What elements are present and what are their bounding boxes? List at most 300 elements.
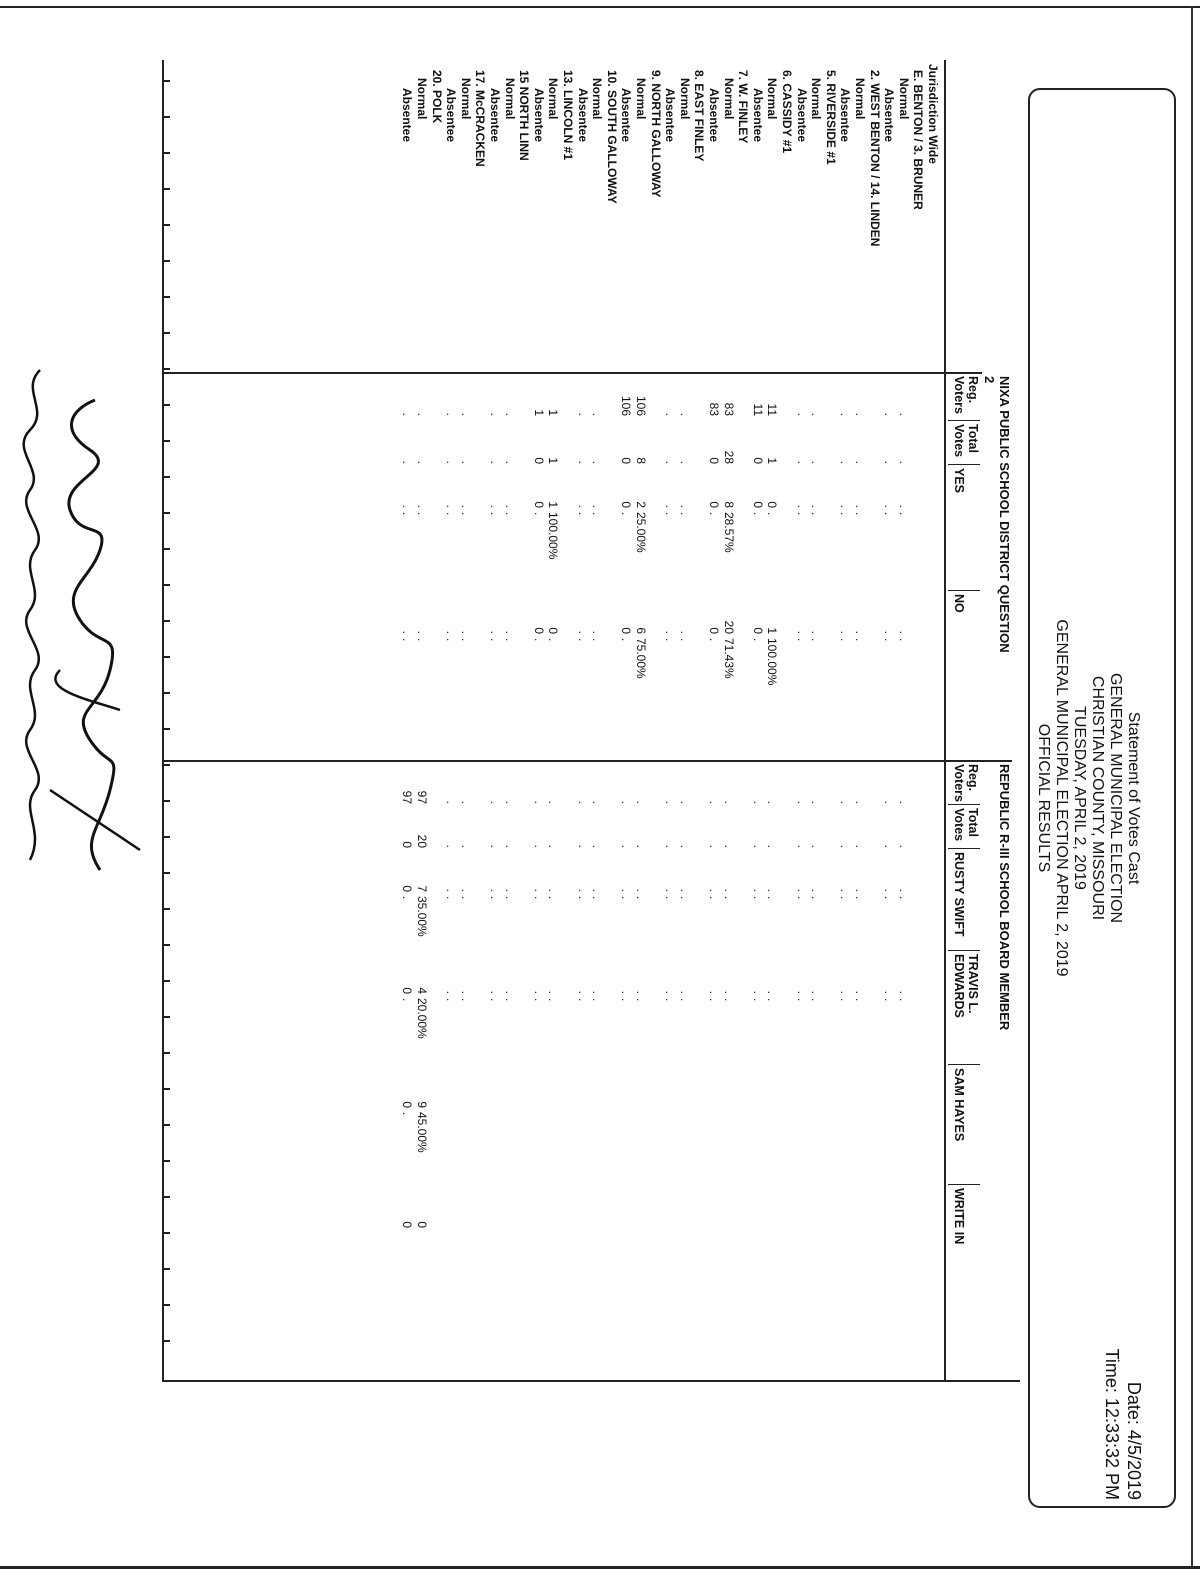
nixa-cell: . xyxy=(502,504,517,508)
nixa-cell: . xyxy=(809,638,824,642)
republic-cell: . xyxy=(882,888,897,892)
republic-cell: . xyxy=(707,800,721,804)
page-top-edge xyxy=(0,6,1200,8)
republic-cell: . xyxy=(575,888,590,892)
table-row xyxy=(838,60,852,1540)
nixa-cell: . xyxy=(707,638,721,642)
nixa-cell: 100.00% xyxy=(546,512,561,560)
republic-cell: . xyxy=(488,844,502,848)
republic-cell: . xyxy=(896,990,911,994)
table-row xyxy=(576,60,590,1540)
nixa-cell: . xyxy=(882,512,897,516)
nixa-cell: 6 xyxy=(634,627,648,634)
republic-cell: . xyxy=(750,896,765,900)
nixa-cell: 0 xyxy=(531,627,546,634)
republic-cell: . xyxy=(750,844,765,848)
nixa-cell: 8 xyxy=(721,501,736,508)
republic-cell: . xyxy=(502,800,517,804)
results-status: OFFICIAL RESULTS xyxy=(1035,723,1052,873)
footer-tick xyxy=(162,908,170,910)
edwards-first-line: TRAVIS L. xyxy=(966,954,980,1014)
jurisdiction-label: 2. WEST BENTON / 14. LINDEN xyxy=(867,70,882,247)
republic-cell: . xyxy=(546,990,561,994)
column-separator xyxy=(948,1184,980,1185)
republic-cell: . xyxy=(838,888,853,892)
nixa-cell: . xyxy=(488,512,502,516)
republic-cell: . xyxy=(663,990,678,994)
statement-sheet xyxy=(130,60,1180,1540)
report-title: Statement of Votes Cast xyxy=(1125,711,1142,885)
nixa-cell: 106 xyxy=(634,395,648,416)
jurisdiction-label: Jurisdiction Wide xyxy=(926,64,940,164)
republic-cell: . xyxy=(590,998,605,1002)
republic-cell: . xyxy=(590,896,605,900)
republic-cell: . xyxy=(619,998,634,1002)
nixa-cell: . xyxy=(531,512,546,516)
nixa-cell: . xyxy=(882,504,897,508)
jurisdiction-label: Absentee xyxy=(750,88,765,143)
republic-cell: . xyxy=(677,990,692,994)
nixa-cell: 20 xyxy=(721,620,736,634)
nixa-cell: . xyxy=(853,504,867,508)
nixa-cell: . xyxy=(575,630,590,634)
nixa-cell: 0 xyxy=(619,457,634,464)
republic-cell: . xyxy=(853,990,867,994)
republic-cell: 97 xyxy=(415,790,429,804)
nixa-cell: 106 xyxy=(619,395,634,416)
republic-cell: . xyxy=(458,888,473,892)
jurisdiction-label: Normal xyxy=(502,78,517,120)
republic-cell: 9 xyxy=(415,1101,429,1108)
republic-cell: . xyxy=(546,896,561,900)
republic-reg-voters-header xyxy=(952,764,980,802)
page-right-edge xyxy=(1191,6,1193,1568)
nixa-cell: . xyxy=(750,638,765,642)
nixa-cell: . xyxy=(707,512,721,516)
nixa-cell: . xyxy=(838,630,853,634)
republic-cell: . xyxy=(502,888,517,892)
jurisdiction-label: Normal xyxy=(590,78,605,120)
table-row xyxy=(400,60,414,1540)
nixa-cell: . xyxy=(590,512,605,516)
republic-cell: . xyxy=(677,844,692,848)
nixa-cell: . xyxy=(590,412,605,416)
nixa-cell: 28.57% xyxy=(721,512,736,553)
jurisdiction-label: Absentee xyxy=(882,88,897,143)
nixa-cell: . xyxy=(809,630,824,634)
republic-cell: 7 xyxy=(415,885,429,892)
nixa-cell: . xyxy=(677,504,692,508)
nixa-reg-voters-header xyxy=(952,376,980,414)
writein-header: WRITE IN xyxy=(952,1188,966,1245)
republic-cell: . xyxy=(575,990,590,994)
jurisdiction-label: 10. SOUTH GALLOWAY xyxy=(604,70,619,204)
republic-cell: . xyxy=(663,844,678,848)
nixa-cell: . xyxy=(838,460,853,464)
footer-tick xyxy=(162,1304,170,1306)
republic-cell: . xyxy=(794,844,809,848)
republic-cell: . xyxy=(531,800,546,804)
nixa-cell: . xyxy=(590,460,605,464)
jurisdiction-label: 20. POLK xyxy=(429,70,444,124)
republic-cell: . xyxy=(765,800,780,804)
nixa-cell: . xyxy=(882,460,897,464)
republic-cell: . xyxy=(853,800,867,804)
nixa-cell: . xyxy=(838,638,853,642)
nixa-cell: . xyxy=(502,630,517,634)
republic-cell: . xyxy=(765,998,780,1002)
nixa-cell: . xyxy=(677,630,692,634)
nixa-cell: 0 xyxy=(765,501,780,508)
footer-tick xyxy=(162,404,170,406)
republic-cell: . xyxy=(896,896,911,900)
republic-cell: . xyxy=(575,844,590,848)
republic-cell: . xyxy=(458,990,473,994)
nixa-cell: . xyxy=(415,638,429,642)
table-row xyxy=(736,60,750,1540)
republic-cell: . xyxy=(853,896,867,900)
republic-cell: . xyxy=(750,990,765,994)
republic-cell: . xyxy=(765,896,780,900)
nixa-cell: 83 xyxy=(721,402,736,416)
footer-tick xyxy=(162,1340,170,1342)
jurisdiction-label: 13. LINCOLN #1 xyxy=(561,70,575,161)
republic-cell: . xyxy=(838,990,853,994)
republic-cell: . xyxy=(882,844,897,848)
republic-cell: . xyxy=(619,990,634,994)
report-time: Time: 12:33:32 PM xyxy=(1102,1348,1122,1500)
republic-cell: . xyxy=(663,888,678,892)
republic-cell: . xyxy=(677,800,692,804)
nixa-cell: . xyxy=(502,412,517,416)
header-box xyxy=(1028,88,1176,1508)
nixa-cell: . xyxy=(882,412,897,416)
nixa-cell: . xyxy=(488,630,502,634)
footer-tick xyxy=(162,548,170,550)
republic-cell: . xyxy=(502,998,517,1002)
table-row xyxy=(926,60,940,1540)
republic-cell: . xyxy=(546,998,561,1002)
nixa-cell: . xyxy=(838,512,853,516)
jurisdiction-label: Absentee xyxy=(663,88,678,143)
republic-cell: . xyxy=(838,998,853,1002)
nixa-voters-label: Voters xyxy=(952,376,966,414)
republic-cell: . xyxy=(488,888,502,892)
nixa-cell: . xyxy=(853,512,867,516)
jurisdiction-label: Absentee xyxy=(531,88,546,143)
republic-cell: 20.00% xyxy=(415,998,429,1039)
nixa-cell: . xyxy=(590,630,605,634)
republic-cell: . xyxy=(853,888,867,892)
republic-cell: . xyxy=(896,998,911,1002)
republic-cell: . xyxy=(838,896,853,900)
jurisdiction-label: 15 NORTH LINN xyxy=(517,70,532,161)
republic-cell: . xyxy=(634,990,648,994)
republic-cell: . xyxy=(502,990,517,994)
nixa-cell: . xyxy=(677,638,692,642)
nixa-cell: . xyxy=(444,412,459,416)
nixa-cell: . xyxy=(838,412,853,416)
nixa-cell: . xyxy=(575,460,590,464)
republic-cell: . xyxy=(809,800,824,804)
republic-cell: . xyxy=(575,800,590,804)
nixa-cell: . xyxy=(765,512,780,516)
table-row xyxy=(459,60,473,1540)
nixa-cell: . xyxy=(444,512,459,516)
republic-cell: . xyxy=(444,998,459,1002)
footer-tick xyxy=(162,1232,170,1234)
republic-cell: . xyxy=(458,800,473,804)
footer-tick xyxy=(162,512,170,514)
republic-cell: 20 xyxy=(415,834,429,848)
jurisdiction-label: Normal xyxy=(765,78,780,120)
republic-cell: . xyxy=(619,800,634,804)
nixa-cell: . xyxy=(575,512,590,516)
republic-cell: . xyxy=(750,800,765,804)
header-rule xyxy=(944,60,946,1380)
jurisdiction-label: Absentee xyxy=(488,88,502,143)
table-row xyxy=(809,60,823,1540)
republic-votes-label: Votes xyxy=(952,808,966,842)
nixa-cell: 71.43% xyxy=(721,638,736,679)
republic-cell: . xyxy=(634,800,648,804)
republic-cell: . xyxy=(707,896,721,900)
nixa-cell: . xyxy=(809,412,824,416)
county-name: CHRISTIAN COUNTY, MISSOURI xyxy=(1089,675,1106,921)
republic-cell: . xyxy=(531,990,546,994)
footer-tick xyxy=(162,1196,170,1198)
nixa-cell: . xyxy=(415,630,429,634)
republic-cell: . xyxy=(721,990,736,994)
republic-cell: 4 xyxy=(415,987,429,994)
nixa-cell: . xyxy=(663,504,678,508)
jurisdiction-label: Normal xyxy=(415,78,429,120)
table-row xyxy=(430,60,444,1540)
table-row xyxy=(780,60,794,1540)
republic-cell: . xyxy=(721,844,736,848)
republic-cell: . xyxy=(677,896,692,900)
nixa-cell: . xyxy=(619,512,634,516)
jurisdiction-label: Normal xyxy=(809,78,824,120)
republic-cell: . xyxy=(400,896,415,900)
republic-cell: . xyxy=(853,998,867,1002)
republic-cell: . xyxy=(721,896,736,900)
footer-tick xyxy=(162,116,170,118)
nixa-cell: . xyxy=(896,512,911,516)
nixa-cell: . xyxy=(531,638,546,642)
footer-tick xyxy=(162,620,170,622)
nixa-cell: . xyxy=(750,512,765,516)
republic-cell: . xyxy=(896,888,911,892)
jurisdiction-label: Normal xyxy=(546,78,561,120)
nixa-cell: 0 xyxy=(707,627,721,634)
nixa-cell: 1 xyxy=(765,627,780,634)
republic-cell: . xyxy=(619,844,634,848)
election-date: TUESDAY, APRIL 2, 2019 xyxy=(1071,706,1088,890)
republic-cell: . xyxy=(765,844,780,848)
republic-cell: . xyxy=(707,844,721,848)
republic-cell: . xyxy=(458,998,473,1002)
footer-tick xyxy=(162,836,170,838)
nixa-reg-label: Reg. xyxy=(966,376,980,404)
republic-cell: . xyxy=(882,990,897,994)
nixa-cell: 1 xyxy=(765,457,780,464)
nixa-cell: . xyxy=(488,460,502,464)
nixa-cell: 1 xyxy=(546,457,561,464)
election-subtitle: GENERAL MUNICIPAL ELECTION APRIL 2, 2019 xyxy=(1053,619,1070,977)
nixa-cell: . xyxy=(794,460,809,464)
republic-cell: . xyxy=(488,896,502,900)
republic-cell: 97 xyxy=(400,790,415,804)
table-row xyxy=(853,60,867,1540)
republic-cell: . xyxy=(896,844,911,848)
nixa-cell: . xyxy=(677,460,692,464)
nixa-cell: . xyxy=(896,460,911,464)
table-row xyxy=(678,60,692,1540)
footer-tick xyxy=(162,764,170,766)
jurisdiction-label: 17. McCRACKEN xyxy=(473,70,488,167)
republic-cell: . xyxy=(896,800,911,804)
column-separator xyxy=(948,420,980,421)
table-row xyxy=(897,60,911,1540)
nixa-cell: . xyxy=(502,460,517,464)
table-row xyxy=(532,60,546,1540)
footer-tick xyxy=(162,584,170,586)
republic-cell: . xyxy=(721,888,736,892)
footer-tick xyxy=(162,152,170,154)
republic-cell: . xyxy=(707,990,721,994)
hayes-header: SAM HAYES xyxy=(952,1068,966,1142)
republic-cell: . xyxy=(794,998,809,1002)
republic-cell: . xyxy=(444,800,459,804)
footer-tick xyxy=(162,1016,170,1018)
footer-tick xyxy=(162,440,170,442)
footer-rule xyxy=(162,60,164,1380)
republic-cell: . xyxy=(663,896,678,900)
republic-cell: . xyxy=(590,888,605,892)
jurisdiction-label: Normal xyxy=(721,78,736,120)
column-separator xyxy=(948,590,980,591)
election-name: GENERAL MUNICIPAL ELECTION xyxy=(1107,672,1124,924)
nixa-cell: . xyxy=(853,460,867,464)
table-row xyxy=(605,60,619,1540)
table-row xyxy=(590,60,604,1540)
republic-cell: . xyxy=(502,896,517,900)
republic-cell: . xyxy=(531,998,546,1002)
republic-cell: . xyxy=(765,888,780,892)
republic-cell: . xyxy=(794,990,809,994)
nixa-cell: . xyxy=(794,512,809,516)
nixa-cell: . xyxy=(853,630,867,634)
jurisdiction-label: Normal xyxy=(634,78,648,120)
nixa-cell: 2 xyxy=(634,501,648,508)
footer-tick xyxy=(162,980,170,982)
swift-header: RUSTY SWIFT xyxy=(952,852,966,937)
nixa-cell: . xyxy=(619,638,634,642)
jurisdiction-label: E. BENTON / 3. BRUNER xyxy=(911,70,926,210)
footer-tick xyxy=(162,188,170,190)
republic-cell: . xyxy=(444,888,459,892)
republic-cell: . xyxy=(707,998,721,1002)
republic-cell: 0 xyxy=(400,1221,415,1228)
jurisdiction-label: 8. EAST FINLEY xyxy=(692,70,707,162)
nixa-cell: . xyxy=(400,460,415,464)
table-row xyxy=(517,60,531,1540)
republic-voters-label: Voters xyxy=(952,764,966,802)
nixa-cell: . xyxy=(677,512,692,516)
nixa-contest-title: NIXA PUBLIC SCHOOL DISTRICT QUESTION xyxy=(997,376,1012,653)
column-separator xyxy=(948,804,980,805)
nixa-cell: . xyxy=(663,460,678,464)
republic-cell: . xyxy=(619,888,634,892)
footer-tick xyxy=(162,728,170,730)
nixa-cell: . xyxy=(794,638,809,642)
jurisdiction-label: 6. CASSIDY #1 xyxy=(780,70,794,154)
nixa-cell: . xyxy=(458,460,473,464)
jurisdiction-label: Absentee xyxy=(794,88,809,143)
nixa-cell: . xyxy=(677,412,692,416)
nixa-cell: 11 xyxy=(750,403,765,416)
footer-tick xyxy=(162,1124,170,1126)
nixa-cell: . xyxy=(853,638,867,642)
republic-cell: . xyxy=(838,800,853,804)
republic-cell: . xyxy=(765,990,780,994)
republic-total-label: Total xyxy=(966,808,980,837)
footer-tick xyxy=(162,800,170,802)
column-separator xyxy=(948,950,980,951)
nixa-cell: . xyxy=(663,638,678,642)
jurisdiction-label: 7. W. FINLEY xyxy=(736,70,751,144)
nixa-cell: 0 xyxy=(707,501,721,508)
republic-cell: . xyxy=(400,998,415,1002)
nixa-cell: . xyxy=(458,638,473,642)
table-row xyxy=(634,60,648,1540)
nixa-cell: . xyxy=(663,630,678,634)
nixa-cell: . xyxy=(444,460,459,464)
republic-cell: . xyxy=(882,800,897,804)
table-row xyxy=(649,60,663,1540)
republic-cell: . xyxy=(444,990,459,994)
republic-cell: . xyxy=(882,998,897,1002)
nixa-cell: 11 xyxy=(765,403,780,416)
nixa-cell: . xyxy=(444,638,459,642)
nixa-cell: . xyxy=(575,638,590,642)
column-separator xyxy=(948,464,980,465)
table-row xyxy=(722,60,736,1540)
table-row xyxy=(692,60,706,1540)
nixa-cell: . xyxy=(896,630,911,634)
footer-tick xyxy=(162,1088,170,1090)
republic-cell: . xyxy=(590,990,605,994)
footer-tick xyxy=(162,368,170,370)
nixa-cell: . xyxy=(400,412,415,416)
jurisdiction-label: Normal xyxy=(853,78,867,120)
jurisdiction-label: Absentee xyxy=(400,88,415,143)
nixa-cell: 0 xyxy=(531,501,546,508)
nixa-cell: . xyxy=(400,638,415,642)
jurisdiction-label: Absentee xyxy=(838,88,853,143)
republic-cell: . xyxy=(502,844,517,848)
nixa-cell: . xyxy=(575,504,590,508)
nixa-cell: 25.00% xyxy=(634,512,648,553)
republic-cell: 0 xyxy=(415,1221,429,1228)
footer-tick xyxy=(162,224,170,226)
republic-cell: . xyxy=(809,844,824,848)
table-row xyxy=(882,60,896,1540)
nixa-cell: . xyxy=(663,412,678,416)
footer-tick xyxy=(162,296,170,298)
table-row xyxy=(546,60,560,1540)
